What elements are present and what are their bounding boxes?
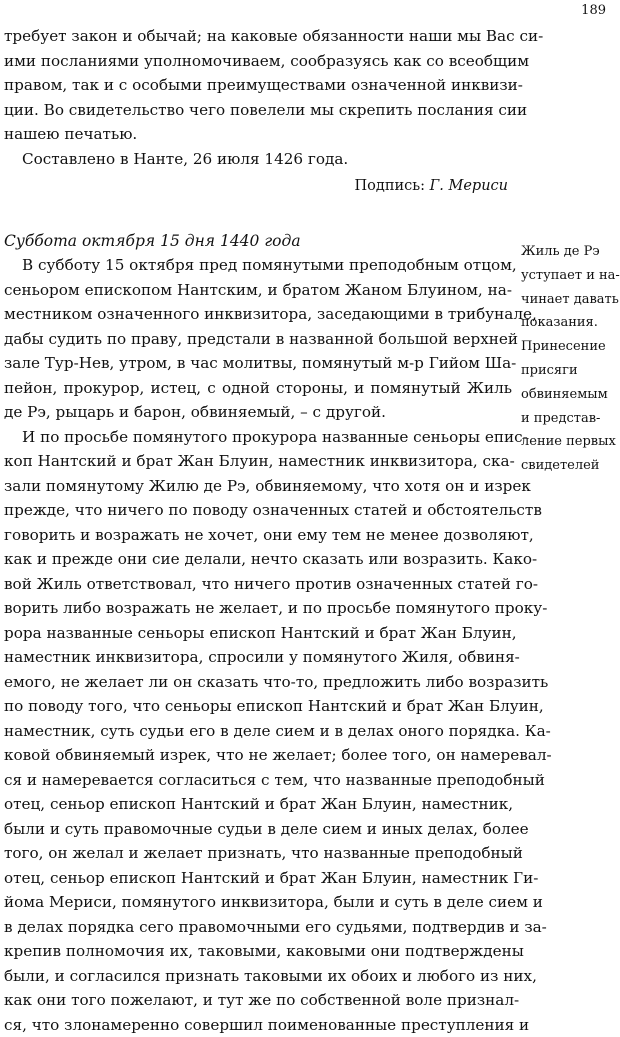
text-line: зале Тур-Нев, утром, в час молитвы, помянутый м-р Гийом Ша-: [4, 351, 512, 376]
text-line: говорить и возражать не хочет, они ему тем не менее дозволяют,: [4, 523, 512, 548]
main-text-column: [4, 24, 512, 1037]
text-line: коп Нантский и брат Жан Блуин, наместник инквизитора, ска-: [4, 449, 512, 474]
margin-note-line: Принесение: [521, 335, 617, 359]
text-line: В субботу 15 октября пред помянутыми преподобным отцом,: [4, 253, 512, 278]
signature: [4, 173, 508, 199]
text-line: были, и согласился признать таковыми их обоих и любого из них,: [4, 964, 512, 989]
paragraph-2: [4, 425, 512, 1037]
text-line: нашею печатью.: [4, 122, 512, 147]
text-line: прежде, что ничего по поводу означенных статей и обстоятельств: [4, 498, 512, 523]
paragraph-1: [4, 253, 512, 425]
signature-label: Подпись:: [355, 178, 426, 194]
text-line: ции. Во свидетельство чего повелели мы скрепить послания сии: [4, 98, 512, 123]
section-heading: Суббота октября 15 дня 1440 года: [4, 229, 512, 253]
margin-note-line: чинает давать: [521, 288, 617, 312]
margin-note-line: и представ-: [521, 407, 617, 431]
text-line: пейон, прокурор, истец, с одной стороны, и помянутый Жиль: [4, 376, 512, 401]
text-line: И по просьбе помянутого прокурора названные сеньоры епис-: [4, 425, 512, 450]
text-line: наместник инквизитора, спросили у помянутого Жиля, обвиня-: [4, 645, 512, 670]
text-line: ими посланиями уполномочиваем, сообразуясь как со всеобщим: [4, 49, 512, 74]
text-line: емого, не желает ли он сказать что-то, предложить либо возразить: [4, 670, 512, 695]
text-line: сеньором епископом Нантским, и братом Жаном Блуином, на-: [4, 278, 512, 303]
margin-note-line: обвиняемым: [521, 383, 617, 407]
text-line: де Рэ, рыцарь и барон, обвиняемый, – с другой.: [4, 400, 512, 425]
text-line: по поводу того, что сеньоры епископ Нантский и брат Жан Блуин,: [4, 694, 512, 719]
text-line: наместник, суть судьи его в деле сием и в делах оного порядка. Ка-: [4, 719, 512, 744]
text-line: отец, сеньор епископ Нантский и брат Жан Блуин, наместник,: [4, 792, 512, 817]
margin-note: [521, 240, 617, 478]
text-line: были и суть правомочные судьи в деле сием и иных делах, более: [4, 817, 512, 842]
text-line: как и прежде они сие делали, нечто сказать или возразить. Како-: [4, 547, 512, 572]
signature-name: Г. Мериси: [430, 178, 508, 194]
page-number: 189: [581, 3, 606, 18]
text-line: йома Мериси, помянутого инквизитора, были и суть в деле сием и: [4, 890, 512, 915]
text-line: как они того пожелают, и тут же по собственной воле признал-: [4, 988, 512, 1013]
text-line: ся и намеревается согласиться с тем, что названные преподобный: [4, 768, 512, 793]
text-line: того, он желал и желает признать, что названные преподобный: [4, 841, 512, 866]
text-line: крепив полномочия их, таковыми, каковыми они подтверждены: [4, 939, 512, 964]
text-line: отец, сеньор епископ Нантский и брат Жан Блуин, наместник Ги-: [4, 866, 512, 891]
text-line: дабы судить по праву, предстали в названной большой верхней: [4, 327, 512, 352]
decree-closing: Составлено в Нанте, 26 июля 1426 года.: [4, 147, 512, 172]
text-line: вой Жиль ответствовал, что ничего против означенных статей го-: [4, 572, 512, 597]
margin-note-line: ление первых: [521, 430, 617, 454]
text-line: ковой обвиняемый изрек, что не желает; более того, он намеревал-: [4, 743, 512, 768]
text-line: в делах порядка сего правомочными его судьями, подтвердив и за-: [4, 915, 512, 940]
text-line: рора названные сеньоры епископ Нантский и брат Жан Блуин,: [4, 621, 512, 646]
text-line: ся, что злонамеренно совершил поименованные преступления и: [4, 1013, 512, 1037]
margin-note-line: показания.: [521, 311, 617, 335]
text-line: требует закон и обычай; на каковые обязанности наши мы Вас си-: [4, 24, 512, 49]
margin-note-line: присяги: [521, 359, 617, 383]
text-line: местником означенного инквизитора, заседающими в трибунале,: [4, 302, 512, 327]
decree-paragraph: [4, 24, 512, 171]
text-line: ворить либо возражать не желает, и по просьбе помянутого проку-: [4, 596, 512, 621]
text-line: зали помянутому Жилю де Рэ, обвиняемому, что хотя он и изрек: [4, 474, 512, 499]
margin-note-line: свидетелей: [521, 454, 617, 478]
text-line: правом, так и с особыми преимуществами означенной инквизи-: [4, 73, 512, 98]
margin-note-line: уступает и на-: [521, 264, 617, 288]
margin-note-line: Жиль де Рэ: [521, 240, 617, 264]
